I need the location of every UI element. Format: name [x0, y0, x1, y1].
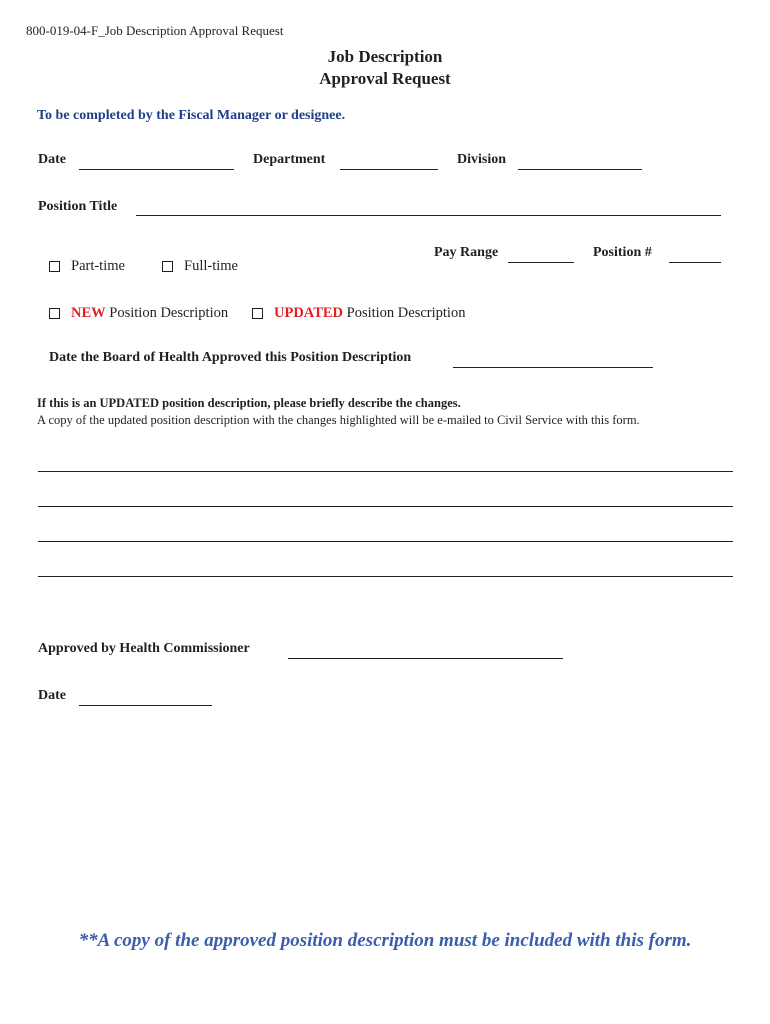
pay-range-label: Pay Range: [434, 245, 499, 260]
full-time-checkbox[interactable]: [162, 261, 173, 272]
changes-line[interactable]: [38, 506, 733, 507]
division-label: Division: [457, 152, 507, 167]
department-field[interactable]: [340, 169, 438, 170]
position-title-label: Position Title: [38, 199, 118, 214]
position-number-field[interactable]: [669, 262, 721, 263]
changes-line[interactable]: [38, 471, 733, 472]
updated-flag: UPDATED: [274, 305, 344, 321]
form-title-line1: Job Description: [327, 47, 443, 66]
instruction-text: To be completed by the Fiscal Manager or designee.: [37, 108, 346, 123]
changes-note: A copy of the updated position description with the changes highlighted will be e-mailed to Civil Service with this form.: [37, 413, 640, 427]
new-description-suffix: Position Description: [109, 305, 229, 321]
form-title-line2: Approval Request: [319, 69, 451, 88]
position-number-label: Position #: [593, 245, 652, 260]
changes-line[interactable]: [38, 541, 733, 542]
document-id: 800-019-04-F_Job Description Approval Request: [26, 23, 284, 38]
updated-description-suffix: Position Description: [346, 305, 466, 321]
part-time-checkbox[interactable]: [49, 261, 60, 272]
full-time-label: Full-time: [184, 258, 238, 274]
new-description-checkbox[interactable]: [49, 308, 60, 319]
position-title-field[interactable]: [136, 215, 721, 216]
pay-range-field[interactable]: [508, 262, 574, 263]
part-time-label: Part-time: [71, 258, 125, 274]
changes-prompt: If this is an UPDATED position description, please briefly describe the changes.: [37, 396, 461, 410]
approval-date-label: Date: [38, 688, 66, 703]
commissioner-approval-label: Approved by Health Commissioner: [38, 641, 250, 656]
board-approval-label: Date the Board of Health Approved this Position Description: [49, 350, 412, 365]
changes-line[interactable]: [38, 576, 733, 577]
footer-notice: **A copy of the approved position description must be included with this form.: [78, 930, 692, 951]
date-label: Date: [38, 152, 66, 167]
division-field[interactable]: [518, 169, 642, 170]
new-description-label: [71, 305, 228, 322]
board-approval-date-field[interactable]: [453, 367, 653, 368]
new-flag: NEW: [71, 305, 106, 321]
updated-description-checkbox[interactable]: [252, 308, 263, 319]
date-field[interactable]: [79, 169, 234, 170]
updated-description-label: [274, 305, 465, 322]
commissioner-signature-field[interactable]: [288, 658, 563, 659]
approval-date-field[interactable]: [79, 705, 212, 706]
department-label: Department: [253, 152, 326, 167]
